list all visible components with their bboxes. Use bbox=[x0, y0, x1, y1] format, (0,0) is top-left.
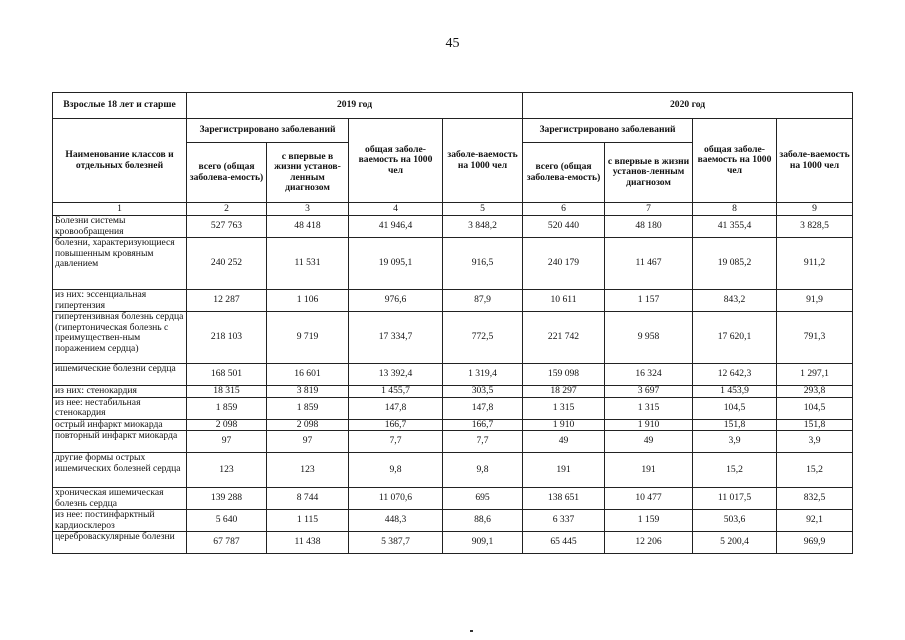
value-cell: 520 440 bbox=[523, 216, 605, 238]
value-cell: 976,6 bbox=[349, 290, 443, 312]
value-cell: 1 159 bbox=[605, 510, 693, 532]
header-first-time-2019: с впервые в жизни установ-ленным диагнозом bbox=[267, 143, 349, 203]
value-cell: 240 252 bbox=[187, 238, 267, 290]
disease-name-cell: из нее: нестабильная стенокардия bbox=[53, 397, 187, 419]
value-cell: 448,3 bbox=[349, 510, 443, 532]
value-cell: 11 438 bbox=[267, 532, 349, 554]
value-cell: 8 744 bbox=[267, 488, 349, 510]
value-cell: 218 103 bbox=[187, 312, 267, 364]
table-row bbox=[53, 419, 853, 431]
header-age-group: Взрослые 18 лет и старше bbox=[53, 93, 187, 119]
header-year-2019: 2019 год bbox=[187, 93, 523, 119]
value-cell: 11 017,5 bbox=[693, 488, 777, 510]
value-cell: 1 859 bbox=[267, 397, 349, 419]
value-cell: 191 bbox=[605, 453, 693, 488]
value-cell: 909,1 bbox=[443, 532, 523, 554]
disease-name-cell: хроническая ишемическая болезнь сердца bbox=[53, 488, 187, 510]
page-number: 45 bbox=[445, 36, 460, 51]
disease-statistics-table bbox=[52, 92, 853, 554]
value-cell: 12 206 bbox=[605, 532, 693, 554]
value-cell: 15,2 bbox=[693, 453, 777, 488]
column-number: 5 bbox=[443, 203, 523, 216]
header-disease-name: Наименование классов и отдельных болезней bbox=[53, 119, 187, 203]
column-number: 3 bbox=[267, 203, 349, 216]
value-cell: 1 106 bbox=[267, 290, 349, 312]
value-cell: 65 445 bbox=[523, 532, 605, 554]
value-cell: 16 601 bbox=[267, 364, 349, 386]
table-row bbox=[53, 488, 853, 510]
value-cell: 7,7 bbox=[349, 431, 443, 453]
value-cell: 151,8 bbox=[693, 419, 777, 431]
table-header bbox=[53, 93, 853, 216]
value-cell: 123 bbox=[187, 453, 267, 488]
value-cell: 6 337 bbox=[523, 510, 605, 532]
value-cell: 10 611 bbox=[523, 290, 605, 312]
value-cell: 791,3 bbox=[777, 312, 853, 364]
value-cell: 19 095,1 bbox=[349, 238, 443, 290]
table-row bbox=[53, 453, 853, 488]
value-cell: 168 501 bbox=[187, 364, 267, 386]
disease-name-cell: другие формы острых ишемических болезней сердца bbox=[53, 453, 187, 488]
header-total-2019: всего (общая заболева-емость) bbox=[187, 143, 267, 203]
value-cell: 1 157 bbox=[605, 290, 693, 312]
value-cell: 293,8 bbox=[777, 386, 853, 398]
value-cell: 1 297,1 bbox=[777, 364, 853, 386]
table-body bbox=[53, 216, 853, 554]
value-cell: 49 bbox=[523, 431, 605, 453]
column-number: 8 bbox=[693, 203, 777, 216]
column-number: 7 bbox=[605, 203, 693, 216]
value-cell: 1 910 bbox=[605, 419, 693, 431]
value-cell: 3 848,2 bbox=[443, 216, 523, 238]
value-cell: 97 bbox=[267, 431, 349, 453]
disease-name-cell: ишемические болезни сердца bbox=[53, 364, 187, 386]
header-incidence-rate-2019: заболе-ваемость на 1000 чел bbox=[443, 119, 523, 203]
value-cell: 151,8 bbox=[777, 419, 853, 431]
value-cell: 41 355,4 bbox=[693, 216, 777, 238]
value-cell: 191 bbox=[523, 453, 605, 488]
disease-name-cell: болезни, характеризующиеся повышенным кровяным давлением bbox=[53, 238, 187, 290]
value-cell: 11 531 bbox=[267, 238, 349, 290]
header-first-time-2020: с впервые в жизни установ-ленным диагнозом bbox=[605, 143, 693, 203]
value-cell: 7,7 bbox=[443, 431, 523, 453]
value-cell: 49 bbox=[605, 431, 693, 453]
value-cell: 911,2 bbox=[777, 238, 853, 290]
column-number-row bbox=[53, 203, 853, 216]
value-cell: 303,5 bbox=[443, 386, 523, 398]
table-row bbox=[53, 312, 853, 364]
column-number: 4 bbox=[349, 203, 443, 216]
value-cell: 5 200,4 bbox=[693, 532, 777, 554]
value-cell: 695 bbox=[443, 488, 523, 510]
value-cell: 1 115 bbox=[267, 510, 349, 532]
value-cell: 527 763 bbox=[187, 216, 267, 238]
header-total-2020: всего (общая заболева-емость) bbox=[523, 143, 605, 203]
value-cell: 832,5 bbox=[777, 488, 853, 510]
value-cell: 3 828,5 bbox=[777, 216, 853, 238]
disease-name-cell: острый инфаркт миокарда bbox=[53, 419, 187, 431]
value-cell: 48 180 bbox=[605, 216, 693, 238]
value-cell: 18 315 bbox=[187, 386, 267, 398]
value-cell: 2 098 bbox=[267, 419, 349, 431]
value-cell: 9,8 bbox=[443, 453, 523, 488]
disease-name-cell: из нее: постинфарктный кардиосклероз bbox=[53, 510, 187, 532]
value-cell: 9,8 bbox=[349, 453, 443, 488]
value-cell: 147,8 bbox=[349, 397, 443, 419]
table-row bbox=[53, 216, 853, 238]
table-row bbox=[53, 510, 853, 532]
value-cell: 3,9 bbox=[693, 431, 777, 453]
value-cell: 16 324 bbox=[605, 364, 693, 386]
value-cell: 1 455,7 bbox=[349, 386, 443, 398]
value-cell: 1 315 bbox=[605, 397, 693, 419]
disease-name-cell: Болезни системы кровообращения bbox=[53, 216, 187, 238]
value-cell: 240 179 bbox=[523, 238, 605, 290]
column-number: 9 bbox=[777, 203, 853, 216]
value-cell: 104,5 bbox=[777, 397, 853, 419]
header-general-rate-2020: общая заболе-ваемость на 1000 чел bbox=[693, 119, 777, 203]
value-cell: 2 098 bbox=[187, 419, 267, 431]
column-number: 1 bbox=[53, 203, 187, 216]
value-cell: 772,5 bbox=[443, 312, 523, 364]
table-row bbox=[53, 532, 853, 554]
table-row bbox=[53, 238, 853, 290]
header-incidence-rate-2020: заболе-ваемость на 1000 чел bbox=[777, 119, 853, 203]
value-cell: 91,9 bbox=[777, 290, 853, 312]
value-cell: 503,6 bbox=[693, 510, 777, 532]
value-cell: 9 958 bbox=[605, 312, 693, 364]
value-cell: 97 bbox=[187, 431, 267, 453]
value-cell: 9 719 bbox=[267, 312, 349, 364]
value-cell: 1 453,9 bbox=[693, 386, 777, 398]
value-cell: 166,7 bbox=[443, 419, 523, 431]
scan-mark bbox=[470, 630, 473, 632]
value-cell: 3 819 bbox=[267, 386, 349, 398]
value-cell: 916,5 bbox=[443, 238, 523, 290]
header-registered-2019: Зарегистрировано заболеваний bbox=[187, 119, 349, 143]
value-cell: 147,8 bbox=[443, 397, 523, 419]
value-cell: 123 bbox=[267, 453, 349, 488]
value-cell: 12 287 bbox=[187, 290, 267, 312]
disease-name-cell: из них: стенокардия bbox=[53, 386, 187, 398]
value-cell: 1 910 bbox=[523, 419, 605, 431]
value-cell: 10 477 bbox=[605, 488, 693, 510]
value-cell: 87,9 bbox=[443, 290, 523, 312]
value-cell: 843,2 bbox=[693, 290, 777, 312]
disease-name-cell: из них: эссенциальная гипертензия bbox=[53, 290, 187, 312]
value-cell: 969,9 bbox=[777, 532, 853, 554]
disease-name-cell: гипертензивная болезнь сердца (гипертоническая болезнь с преимуществен-ным поражением сердца) bbox=[53, 312, 187, 364]
value-cell: 17 620,1 bbox=[693, 312, 777, 364]
value-cell: 17 334,7 bbox=[349, 312, 443, 364]
table-row bbox=[53, 290, 853, 312]
column-number: 2 bbox=[187, 203, 267, 216]
value-cell: 15,2 bbox=[777, 453, 853, 488]
value-cell: 166,7 bbox=[349, 419, 443, 431]
value-cell: 1 319,4 bbox=[443, 364, 523, 386]
value-cell: 138 651 bbox=[523, 488, 605, 510]
value-cell: 3 697 bbox=[605, 386, 693, 398]
value-cell: 67 787 bbox=[187, 532, 267, 554]
disease-name-cell: цереброваскулярные болезни bbox=[53, 532, 187, 554]
value-cell: 19 085,2 bbox=[693, 238, 777, 290]
header-registered-2020: Зарегистрировано заболеваний bbox=[523, 119, 693, 143]
value-cell: 5 387,7 bbox=[349, 532, 443, 554]
header-general-rate-2019: общая заболе-ваемость на 1000 чел bbox=[349, 119, 443, 203]
value-cell: 48 418 bbox=[267, 216, 349, 238]
value-cell: 88,6 bbox=[443, 510, 523, 532]
value-cell: 18 297 bbox=[523, 386, 605, 398]
value-cell: 11 070,6 bbox=[349, 488, 443, 510]
value-cell: 159 098 bbox=[523, 364, 605, 386]
value-cell: 12 642,3 bbox=[693, 364, 777, 386]
value-cell: 1 859 bbox=[187, 397, 267, 419]
table-row bbox=[53, 386, 853, 398]
table-row bbox=[53, 364, 853, 386]
column-number: 6 bbox=[523, 203, 605, 216]
value-cell: 104,5 bbox=[693, 397, 777, 419]
value-cell: 13 392,4 bbox=[349, 364, 443, 386]
header-year-2020: 2020 год bbox=[523, 93, 853, 119]
table-row bbox=[53, 397, 853, 419]
value-cell: 139 288 bbox=[187, 488, 267, 510]
value-cell: 41 946,4 bbox=[349, 216, 443, 238]
value-cell: 5 640 bbox=[187, 510, 267, 532]
value-cell: 3,9 bbox=[777, 431, 853, 453]
value-cell: 92,1 bbox=[777, 510, 853, 532]
table-row bbox=[53, 431, 853, 453]
value-cell: 1 315 bbox=[523, 397, 605, 419]
value-cell: 11 467 bbox=[605, 238, 693, 290]
disease-name-cell: повторный инфаркт миокарда bbox=[53, 431, 187, 453]
value-cell: 221 742 bbox=[523, 312, 605, 364]
